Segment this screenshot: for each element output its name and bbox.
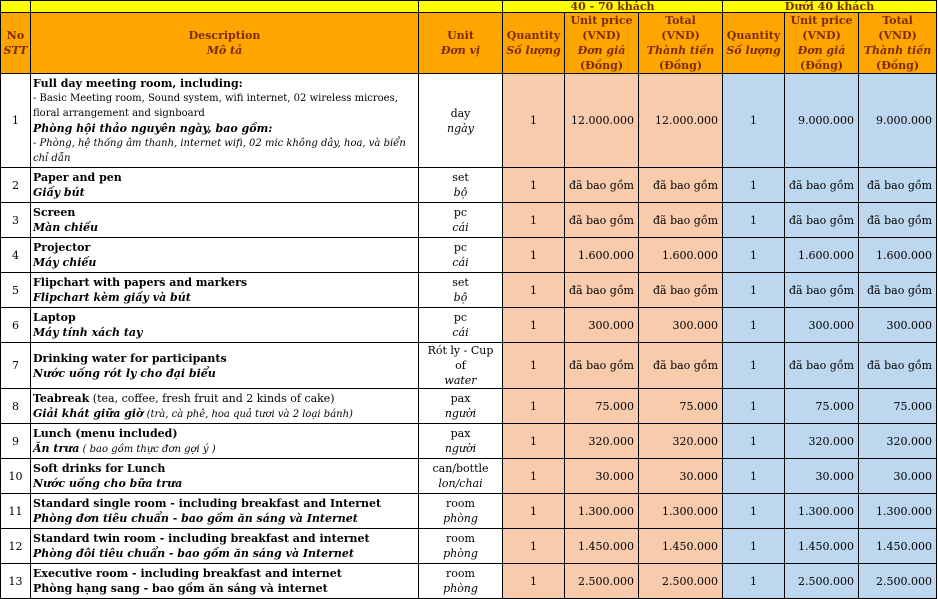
row-price-2: 1.600.000: [785, 238, 859, 273]
row-unit: pc cái: [419, 308, 503, 343]
row-qty-1: 1: [503, 494, 565, 529]
row-price-2: 9.000.000: [785, 74, 859, 168]
row-total-2: đã bao gồm: [859, 203, 937, 238]
row-qty-2: 1: [723, 529, 785, 564]
col-description: Description Mô tả: [31, 13, 419, 74]
row-unit: pc cái: [419, 203, 503, 238]
row-price-1: 300.000: [565, 308, 639, 343]
group-header-row: [1, 1, 937, 13]
row-unit: Rót ly - Cup of water: [419, 343, 503, 389]
row-total-1: 320.000: [639, 424, 723, 459]
row-price-2: 1.450.000: [785, 529, 859, 564]
table-row: [1, 238, 937, 273]
row-price-1: đã bao gồm: [565, 273, 639, 308]
row-description: Laptop Máy tính xách tay: [31, 308, 419, 343]
table-row: [1, 494, 937, 529]
table-row: [1, 529, 937, 564]
column-header-row: [1, 13, 937, 74]
row-qty-1: 1: [503, 273, 565, 308]
table-row: [1, 74, 937, 168]
row-price-2: đã bao gồm: [785, 343, 859, 389]
row-total-2: 1.450.000: [859, 529, 937, 564]
row-total-1: 75.000: [639, 389, 723, 424]
row-qty-1: 1: [503, 389, 565, 424]
col-no: No STT: [1, 13, 31, 74]
col-quantity-1: Quantity Số lượng: [503, 13, 565, 74]
row-unit: room phòng: [419, 529, 503, 564]
row-unit: room phòng: [419, 564, 503, 599]
row-no: 11: [1, 494, 31, 529]
row-total-2: 300.000: [859, 308, 937, 343]
row-unit: room phòng: [419, 494, 503, 529]
row-total-1: đã bao gồm: [639, 168, 723, 203]
row-total-1: đã bao gồm: [639, 203, 723, 238]
row-qty-2: 1: [723, 74, 785, 168]
row-total-2: 75.000: [859, 389, 937, 424]
col-unit-price-1: Unit price (VND) Đơn giá (Đồng): [565, 13, 639, 74]
table-row: [1, 343, 937, 389]
row-qty-1: 1: [503, 529, 565, 564]
row-unit: pax người: [419, 424, 503, 459]
row-total-2: đã bao gồm: [859, 168, 937, 203]
row-no: 5: [1, 273, 31, 308]
row-total-2: đã bao gồm: [859, 273, 937, 308]
row-price-2: đã bao gồm: [785, 203, 859, 238]
col-total-1: Total (VND) Thành tiền (Đồng): [639, 13, 723, 74]
row-description: Standard single room - including breakfast and Internet Phòng đơn tiêu chuẩn - bao gồm ăn sáng và Internet: [31, 494, 419, 529]
row-qty-2: 1: [723, 273, 785, 308]
row-total-1: 1.450.000: [639, 529, 723, 564]
col-total-2: Total (VND) Thành tiền (Đồng): [859, 13, 937, 74]
row-price-1: đã bao gồm: [565, 168, 639, 203]
row-price-2: đã bao gồm: [785, 168, 859, 203]
row-description: Flipchart with papers and markers Flipchart kèm giấy và bút: [31, 273, 419, 308]
row-price-2: 320.000: [785, 424, 859, 459]
row-no: 7: [1, 343, 31, 389]
row-qty-2: 1: [723, 343, 785, 389]
row-qty-2: 1: [723, 424, 785, 459]
row-total-1: đã bao gồm: [639, 273, 723, 308]
row-price-1: đã bao gồm: [565, 343, 639, 389]
row-unit: set bộ: [419, 273, 503, 308]
row-price-1: 1.600.000: [565, 238, 639, 273]
row-total-1: 1.600.000: [639, 238, 723, 273]
row-total-2: 1.600.000: [859, 238, 937, 273]
row-description: Full day meeting room, including: - Basic Meeting room, Sound system, wifi internet, 02 wireless microes, floral arrangement and signboard Phòng hội thảo nguyên ngày, bao gồm: - Phòng, hệ thống âm thanh, internet wifi, 02 mic không dây, hoa, và biển chỉ dẫn: [31, 74, 419, 168]
row-qty-2: 1: [723, 238, 785, 273]
row-qty-1: 1: [503, 564, 565, 599]
row-no: 4: [1, 238, 31, 273]
row-no: 1: [1, 74, 31, 168]
row-no: 12: [1, 529, 31, 564]
row-unit: can/bottle lon/chai: [419, 459, 503, 494]
row-total-1: đã bao gồm: [639, 343, 723, 389]
row-price-1: 320.000: [565, 424, 639, 459]
row-price-1: 30.000: [565, 459, 639, 494]
row-qty-2: 1: [723, 459, 785, 494]
row-qty-1: 1: [503, 168, 565, 203]
row-description: Drinking water for participants Nước uống rót ly cho đại biểu: [31, 343, 419, 389]
row-qty-1: 1: [503, 459, 565, 494]
table-row: [1, 273, 937, 308]
row-total-1: 30.000: [639, 459, 723, 494]
row-total-1: 300.000: [639, 308, 723, 343]
row-price-1: 1.450.000: [565, 529, 639, 564]
row-qty-1: 1: [503, 424, 565, 459]
row-no: 6: [1, 308, 31, 343]
row-price-2: 1.300.000: [785, 494, 859, 529]
row-unit: pc cái: [419, 238, 503, 273]
row-total-1: 2.500.000: [639, 564, 723, 599]
row-qty-2: 1: [723, 203, 785, 238]
row-qty-2: 1: [723, 168, 785, 203]
row-no: 13: [1, 564, 31, 599]
row-total-2: 320.000: [859, 424, 937, 459]
row-description: Executive room - including breakfast and internet Phòng hạng sang - bao gồm ăn sáng và internet: [31, 564, 419, 599]
row-no: 9: [1, 424, 31, 459]
table-row: [1, 168, 937, 203]
row-qty-2: 1: [723, 308, 785, 343]
row-price-1: 2.500.000: [565, 564, 639, 599]
row-qty-2: 1: [723, 564, 785, 599]
row-unit: pax người: [419, 389, 503, 424]
row-no: 2: [1, 168, 31, 203]
row-price-1: 75.000: [565, 389, 639, 424]
row-total-2: 9.000.000: [859, 74, 937, 168]
group-40-70: 40 - 70 khách: [503, 1, 723, 13]
row-qty-2: 1: [723, 389, 785, 424]
row-total-2: đã bao gồm: [859, 343, 937, 389]
row-total-1: 12.000.000: [639, 74, 723, 168]
row-total-2: 1.300.000: [859, 494, 937, 529]
table-row: [1, 389, 937, 424]
row-description: Standard twin room - including breakfast and internet Phòng đôi tiêu chuẩn - bao gồm ăn sáng và Internet: [31, 529, 419, 564]
row-total-1: 1.300.000: [639, 494, 723, 529]
col-quantity-2: Quantity Số lượng: [723, 13, 785, 74]
row-description: Lunch (menu included) Ăn trưa ( bao gồm thực đơn gợi ý ): [31, 424, 419, 459]
row-qty-1: 1: [503, 203, 565, 238]
row-price-2: 75.000: [785, 389, 859, 424]
row-price-2: 2.500.000: [785, 564, 859, 599]
table-row: [1, 308, 937, 343]
table-row: [1, 203, 937, 238]
row-price-2: 300.000: [785, 308, 859, 343]
row-unit: day ngày: [419, 74, 503, 168]
row-price-1: đã bao gồm: [565, 203, 639, 238]
col-unit-price-2: Unit price (VND) Đơn giá (Đồng): [785, 13, 859, 74]
row-description: Paper and pen Giấy bút: [31, 168, 419, 203]
row-qty-1: 1: [503, 343, 565, 389]
row-no: 8: [1, 389, 31, 424]
table-row: [1, 459, 937, 494]
row-price-2: đã bao gồm: [785, 273, 859, 308]
row-total-2: 2.500.000: [859, 564, 937, 599]
row-qty-2: 1: [723, 494, 785, 529]
row-description: Teabreak (tea, coffee, fresh fruit and 2 kinds of cake) Giải khát giữa giờ (trà, cà phê, hoa quả tươi và 2 loại bánh): [31, 389, 419, 424]
row-no: 3: [1, 203, 31, 238]
col-unit: Unit Đơn vị: [419, 13, 503, 74]
row-price-2: 30.000: [785, 459, 859, 494]
row-qty-1: 1: [503, 238, 565, 273]
table-row: [1, 564, 937, 599]
row-qty-1: 1: [503, 74, 565, 168]
row-unit: set bộ: [419, 168, 503, 203]
row-description: Screen Màn chiếu: [31, 203, 419, 238]
row-price-1: 12.000.000: [565, 74, 639, 168]
row-description: Projector Máy chiếu: [31, 238, 419, 273]
row-price-1: 1.300.000: [565, 494, 639, 529]
row-total-2: 30.000: [859, 459, 937, 494]
table-row: [1, 424, 937, 459]
group-under-40: Dưới 40 khách: [723, 1, 937, 13]
row-no: 10: [1, 459, 31, 494]
row-description: Soft drinks for Lunch Nước uống cho bữa trưa: [31, 459, 419, 494]
row-qty-1: 1: [503, 308, 565, 343]
